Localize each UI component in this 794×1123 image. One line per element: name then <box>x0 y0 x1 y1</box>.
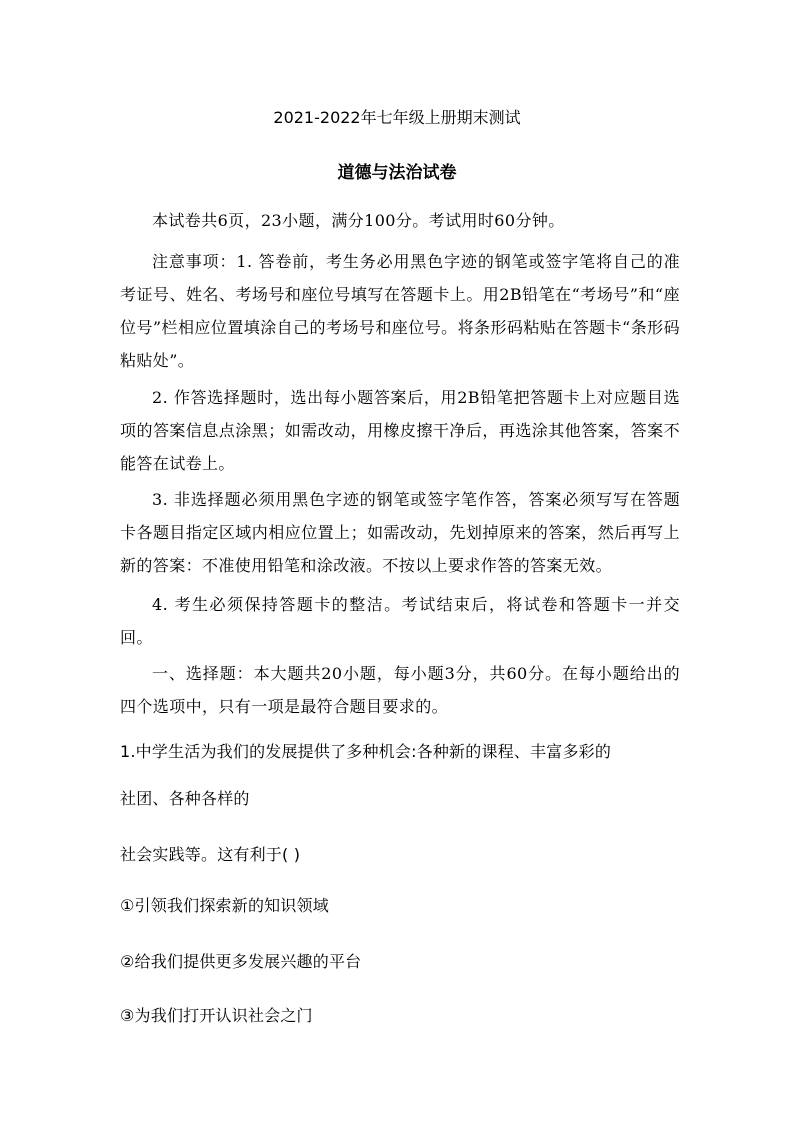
exam-intro: 本试卷共6页，23小题，满分100分。考试用时60分钟。 <box>152 211 565 230</box>
instruction-note-3: 3. 非选择题必须用黑色字迹的钢笔或签字笔作答，答案必须写写在答题卡各题目指定区域内相应位置上；如需改动，先划掉原来的答案，然后再写上新的答案：不准使用铅笔和涂改液。不按以上要求作答的答案无效。 <box>120 490 680 575</box>
instruction-note-4: 4. 考生必须保持答题卡的整洁。考试结束后，将试卷和答题卡一并交回。 <box>120 595 680 647</box>
exam-title: 2021-2022年七年级上册期末测试 <box>273 108 521 127</box>
instruction-note-2: 2. 作答选择题时，选出每小题答案后，用2B铅笔把答题卡上对应题目选项的答案信息点涂黑；如需改动，用橡皮擦干净后，再选涂其他答案，答案不能答在试卷上。 <box>120 388 680 473</box>
question-stem-line: 社团、各种各样的 <box>120 789 250 808</box>
exam-subject-title: 道德与法治试卷 <box>337 163 457 183</box>
instruction-note-1: 注意事项：1. 答卷前，考生务必用黑色字迹的钢笔或签字笔将自己的准考证号、姓名、考场号和座位号填写在答题卡上。用2B铅笔在“考场号”和“座位号”栏相应位置填涂自己的考场号和座位号。将条形码粘贴在答题卡“条形码粘贴处”。 <box>120 252 680 370</box>
question-stem-line: 社会实践等。这有利于( ) <box>120 845 301 864</box>
question-option-2: ②给我们提供更多发展兴趣的平台 <box>120 952 362 971</box>
question-stem-line: 1.中学生活为我们的发展提供了多种机会:各种新的课程、丰富多彩的 <box>120 742 612 761</box>
question-option-1: ①引领我们探索新的知识领域 <box>120 896 329 915</box>
question-option-3: ③为我们打开认识社会之门 <box>120 1006 313 1025</box>
section-heading: 一、选择题：本大题共20小题，每小题3分，共60分。在每小题给出的四个选项中，只有一项是最符合题目要求的。 <box>120 664 680 716</box>
